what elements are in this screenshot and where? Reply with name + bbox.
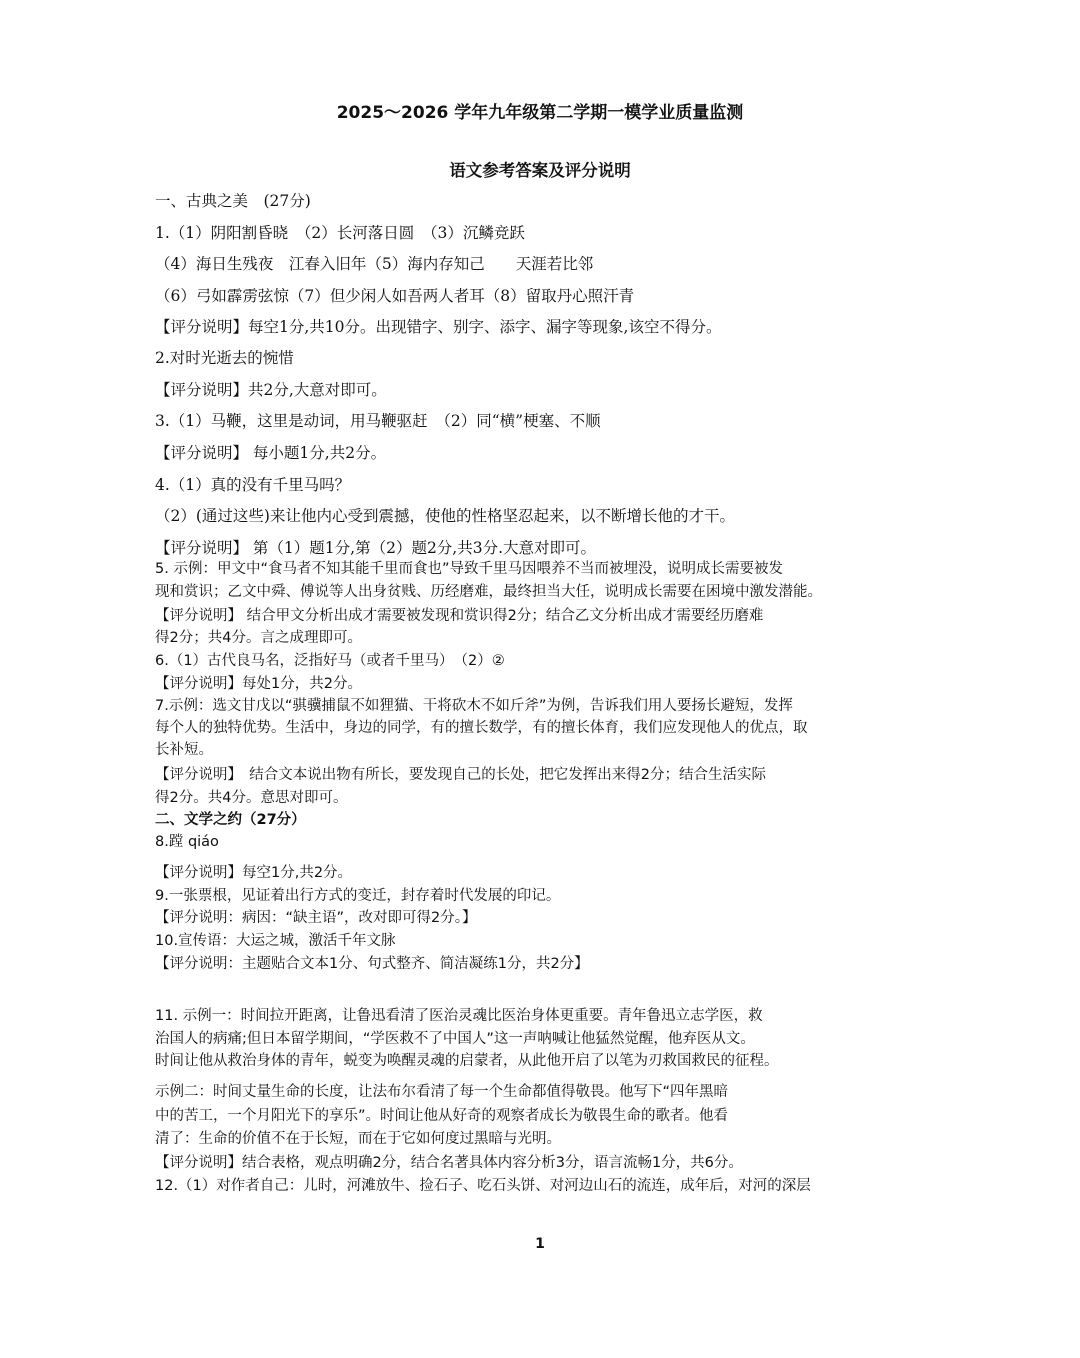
page-number: 1 — [535, 1236, 545, 1252]
answer-line: （2）(通过这些)来让他内心受到震撼，使他的性格坚忍起来，以不断增长他的才干。 — [155, 507, 735, 525]
answer-line: 每个人的独特优势。生活中，身边的同学，有的擅长数学，有的擅长体育，我们应发现他人的优点，取 — [155, 720, 808, 736]
section-heading-literature: 二、文学之约（27分） — [155, 812, 306, 828]
scoring-note: 【评分说明】结合表格，观点明确2分，结合名著具体内容分析3分，语言流畅1分，共6分。 — [155, 1155, 743, 1171]
answer-line: 6.（1）古代良马名，泛指好马（或者千里马） （2）② — [155, 653, 505, 669]
answer-line: 12.（1）对作者自己：儿时，河滩放牛、捡石子、吃石头饼、对河边山石的流连，成年后，对河的深层 — [155, 1178, 811, 1194]
answer-line: 5. 示例：甲文中“食马者不知其能千里而食也”导致千里马因喂养不当而被埋没，说明成长需要被发 — [155, 561, 783, 577]
scoring-note: 【评分说明】 第（1）题1分,第（2）题2分,共3分.大意对即可。 — [155, 539, 597, 557]
document-title: 2025～2026 学年九年级第二学期一模学业质量监测 — [336, 103, 744, 123]
answer-line: 3.（1）马鞭，这里是动词，用马鞭驱赶 （2）同“横”梗塞、不顺 — [155, 412, 601, 430]
scoring-note: 【评分说明：主题贴合文本1分、句式整齐、简洁凝练1分，共2分】 — [155, 956, 589, 972]
answer-line: 1.（1）阴阳割昏晓 （2）长河落日圆 （3）沉鳞竞跃 — [155, 224, 525, 242]
scoring-note: 【评分说明：病因：“缺主语”，改对即可得2分。】 — [155, 910, 477, 926]
answer-line: 10.宣传语：大运之城，激活千年文脉 — [155, 933, 396, 949]
answer-line: 长补短。 — [155, 742, 213, 758]
answer-line: 4.（1）真的没有千里马吗？ — [155, 476, 351, 494]
answer-line: 清了：生命的价值不在于长短，而在于它如何度过黑暗与光明。 — [155, 1131, 561, 1147]
scoring-note: 得2分；共4分。言之成理即可。 — [155, 630, 362, 646]
answer-line: （4）海日生残夜 江春入旧年（5）海内存知己 天涯若比邻 — [155, 255, 594, 273]
section-heading-classical: 一、古典之美 (27分) — [155, 192, 311, 210]
answer-line: 时间让他从救治身体的青年，蜕变为唤醒灵魂的启蒙者，从此他开启了以笔为刃救国救民的征程。 — [155, 1053, 779, 1069]
scoring-note: 【评分说明】每空1分,共10分。出现错字、别字、添字、漏字等现象,该空不得分。 — [155, 318, 722, 336]
scoring-note: 【评分说明】 结合甲文分析出成才需要被发现和赏识得2分；结合乙文分析出成才需要经历磨难 — [155, 608, 764, 624]
answer-line: 8.蹚 qiáo — [155, 834, 219, 850]
answer-line: 中的苦工，一个月阳光下的享乐”。时间让他从好奇的观察者成长为敬畏生命的歌者。他看 — [155, 1108, 729, 1124]
answer-line: 11. 示例一：时间拉开距离，让鲁迅看清了医治灵魂比医治身体更重要。青年鲁迅立志学医，救 — [155, 1008, 763, 1024]
document-subtitle: 语文参考答案及评分说明 — [449, 161, 631, 180]
answer-line: 2.对时光逝去的惋惜 — [155, 349, 294, 367]
scoring-note: 得2分。共4分。意思对即可。 — [155, 790, 348, 806]
scoring-note: 【评分说明】 结合文本说出物有所长，要发现自己的长处，把它发挥出来得2分；结合生活实际 — [155, 767, 766, 783]
answer-line: （6）弓如霹雳弦惊（7）但少闲人如吾两人者耳（8）留取丹心照汗青 — [155, 287, 635, 305]
answer-line: 7.示例：选文甘戊以“骐骥捕鼠不如狸猫、干将砍木不如斤斧”为例，告诉我们用人要扬长避短，发挥 — [155, 698, 793, 714]
answer-line: 9.一张票根，见证着出行方式的变迁，封存着时代发展的印记。 — [155, 888, 561, 904]
scoring-note: 【评分说明】每处1分，共2分。 — [155, 676, 362, 692]
answer-line: 现和赏识；乙文中舜、傅说等人出身贫贱、历经磨难，最终担当大任，说明成长需要在困境中激发潜能。 — [155, 584, 822, 600]
scoring-note: 【评分说明】 每小题1分,共2分。 — [155, 444, 387, 462]
answer-line: 治国人的病痛;但日本留学期间，“学医救不了中国人”这一声呐喊让他猛然觉醒，他弃医从文。 — [155, 1031, 755, 1047]
scoring-note: 【评分说明】共2分,大意对即可。 — [155, 381, 387, 399]
scoring-note: 【评分说明】每空1分,共2分。 — [155, 865, 353, 881]
answer-line: 示例二：时间丈量生命的长度，让法布尔看清了每一个生命都值得敬畏。他写下“四年黑暗 — [155, 1084, 729, 1100]
